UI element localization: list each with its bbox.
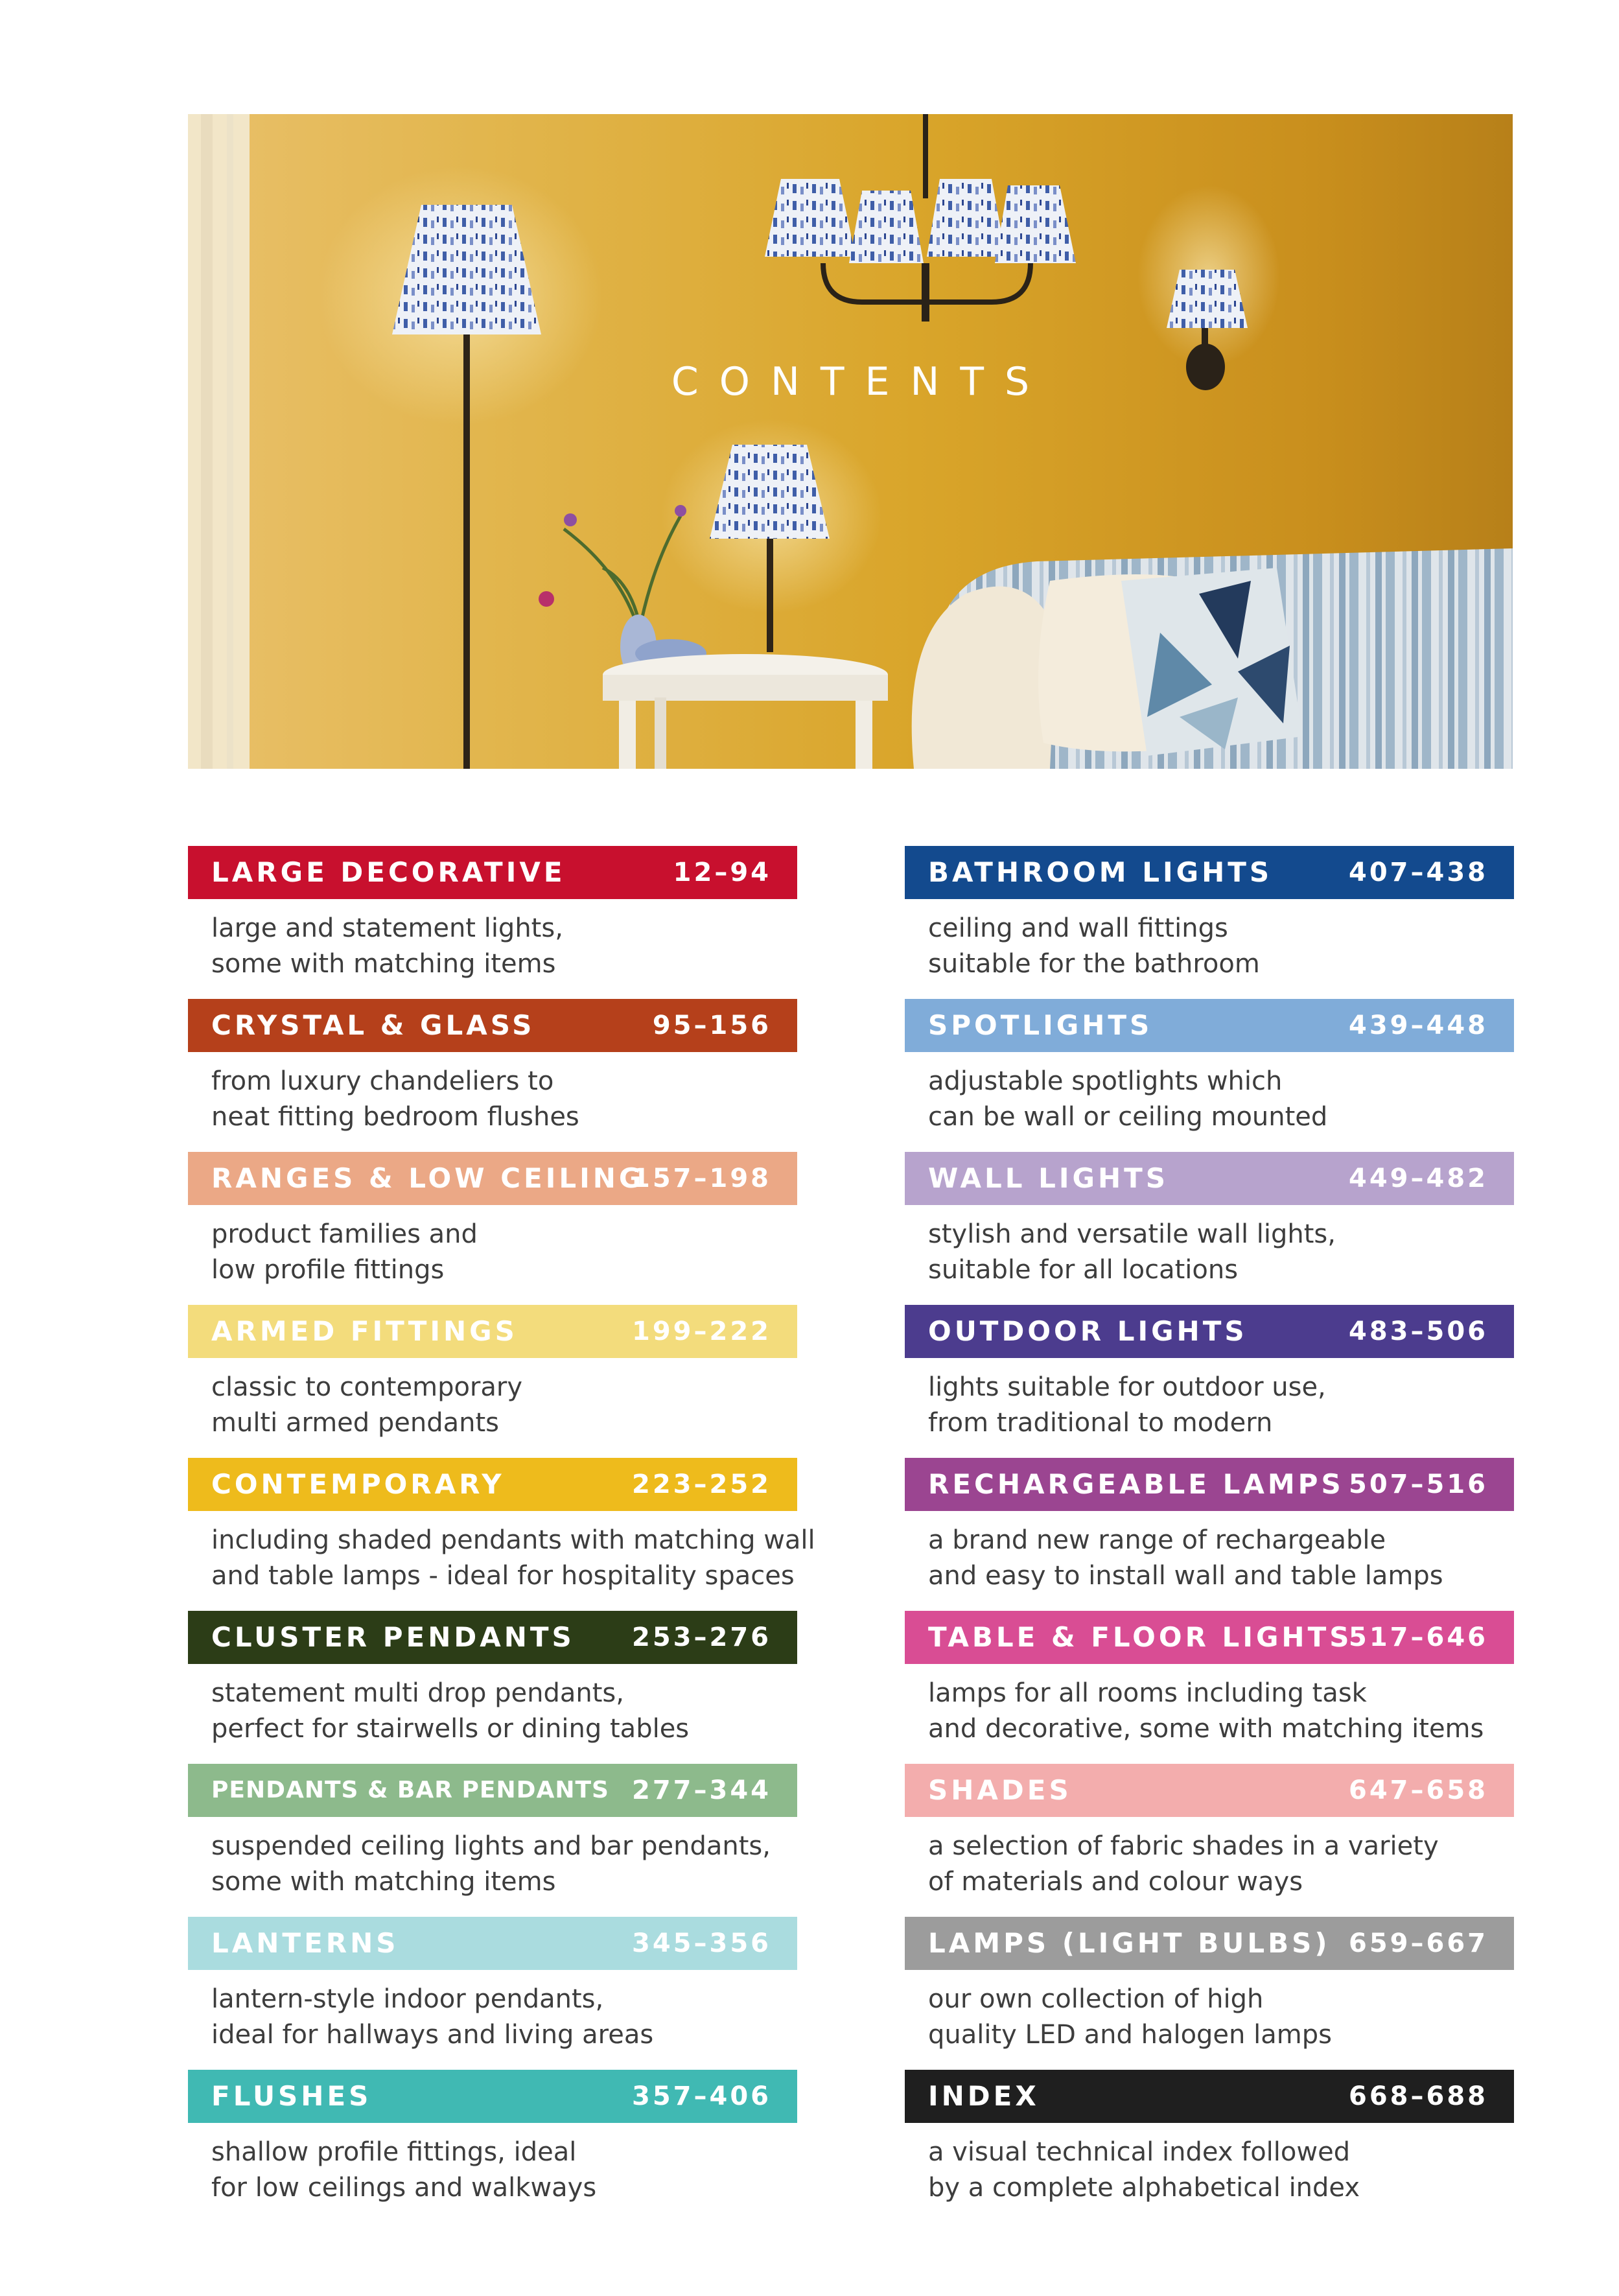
description-line: a selection of fabric shades in a variety bbox=[928, 1831, 1439, 1861]
section-header-bar[interactable] bbox=[905, 1764, 1514, 1817]
contents-entry[interactable] bbox=[905, 1152, 1514, 1305]
page-range: 668–688 bbox=[1349, 2081, 1488, 2111]
section-description bbox=[188, 1370, 797, 1441]
contents-entry[interactable] bbox=[905, 1611, 1514, 1764]
section-header-bar[interactable] bbox=[905, 2070, 1514, 2123]
description-line: of materials and colour ways bbox=[928, 1867, 1303, 1897]
section-header-bar[interactable] bbox=[188, 2070, 797, 2123]
contents-entry[interactable] bbox=[188, 1764, 797, 1917]
section-title: INDEX bbox=[928, 2080, 1040, 2112]
section-description bbox=[188, 1982, 797, 2053]
contents-entry[interactable] bbox=[905, 1917, 1514, 2070]
description-line: some with matching items bbox=[211, 1867, 556, 1897]
contents-entry[interactable] bbox=[905, 1305, 1514, 1458]
description-line: from traditional to modern bbox=[928, 1408, 1273, 1438]
contents-entry[interactable] bbox=[188, 1305, 797, 1458]
description-line: lantern-style indoor pendants, bbox=[211, 1984, 604, 2014]
description-line: and decorative, some with matching items bbox=[928, 1714, 1484, 1744]
contents-entry[interactable] bbox=[188, 2070, 797, 2223]
description-line: shallow profile fittings, ideal bbox=[211, 2137, 577, 2167]
contents-entry[interactable] bbox=[905, 1458, 1514, 1611]
section-header-bar[interactable] bbox=[188, 1917, 797, 1970]
section-title: SPOTLIGHTS bbox=[928, 1009, 1153, 1041]
page-range: 223–252 bbox=[632, 1470, 771, 1499]
section-description bbox=[188, 1829, 797, 1900]
contents-entry[interactable] bbox=[188, 1152, 797, 1305]
section-description bbox=[188, 1523, 815, 1594]
section-title: LANTERNS bbox=[211, 1927, 399, 1959]
contents-entry[interactable] bbox=[905, 999, 1514, 1152]
section-header-bar[interactable] bbox=[188, 846, 797, 899]
description-line: neat fitting bedroom flushes bbox=[211, 1102, 579, 1132]
description-line: ceiling and wall fittings bbox=[928, 913, 1228, 943]
section-header-bar[interactable] bbox=[905, 1917, 1514, 1970]
page-range: 507–516 bbox=[1349, 1470, 1488, 1499]
section-title: FLUSHES bbox=[211, 2080, 372, 2112]
description-line: and table lamps - ideal for hospitality spaces bbox=[211, 1561, 795, 1591]
description-line: and easy to install wall and table lamps bbox=[928, 1561, 1443, 1591]
page-range: 439–448 bbox=[1349, 1011, 1488, 1040]
page-range: 199–222 bbox=[632, 1317, 771, 1346]
section-description bbox=[905, 1370, 1514, 1441]
section-header-bar[interactable] bbox=[905, 1611, 1514, 1664]
section-description bbox=[905, 911, 1514, 982]
page-range: 12–94 bbox=[673, 858, 771, 887]
section-title: OUTDOOR LIGHTS bbox=[928, 1315, 1248, 1347]
description-line: suitable for the bathroom bbox=[928, 949, 1260, 979]
description-line: can be wall or ceiling mounted bbox=[928, 1102, 1328, 1132]
section-header-bar[interactable] bbox=[905, 999, 1514, 1052]
page-range: 517–646 bbox=[1349, 1622, 1488, 1652]
description-line: product families and bbox=[211, 1219, 478, 1249]
section-description bbox=[905, 1064, 1514, 1135]
section-header-bar[interactable] bbox=[188, 1458, 797, 1511]
section-header-bar[interactable] bbox=[905, 846, 1514, 899]
section-header-bar[interactable] bbox=[188, 1611, 797, 1664]
description-line: suspended ceiling lights and bar pendants, bbox=[211, 1831, 771, 1861]
contents-left-column bbox=[188, 846, 815, 2223]
hero-illustration bbox=[188, 114, 1513, 769]
page-range: 95–156 bbox=[652, 1011, 771, 1040]
contents-entry[interactable] bbox=[188, 1917, 797, 2070]
hero-image bbox=[188, 114, 1513, 769]
section-title: RECHARGEABLE LAMPS bbox=[928, 1468, 1344, 1500]
description-line: stylish and versatile wall lights, bbox=[928, 1219, 1336, 1249]
description-line: lamps for all rooms including task bbox=[928, 1678, 1367, 1708]
description-line: multi armed pendants bbox=[211, 1408, 500, 1438]
description-line: ideal for hallways and living areas bbox=[211, 2020, 654, 2050]
section-header-bar[interactable] bbox=[905, 1305, 1514, 1358]
page-range: 483–506 bbox=[1349, 1317, 1488, 1346]
contents-entry[interactable] bbox=[905, 846, 1514, 999]
description-line: by a complete alphabetical index bbox=[928, 2173, 1360, 2203]
section-header-bar[interactable] bbox=[188, 999, 797, 1052]
description-line: from luxury chandeliers to bbox=[211, 1066, 554, 1096]
contents-entry[interactable] bbox=[188, 1458, 815, 1611]
page-range: 647–658 bbox=[1349, 1775, 1488, 1805]
section-description bbox=[905, 2135, 1514, 2206]
description-line: suitable for all locations bbox=[928, 1255, 1239, 1285]
description-line: quality LED and halogen lamps bbox=[928, 2020, 1332, 2050]
page-range: 253–276 bbox=[632, 1622, 771, 1652]
section-description bbox=[188, 1676, 797, 1747]
contents-entry[interactable] bbox=[188, 846, 797, 999]
section-title: CLUSTER PENDANTS bbox=[211, 1621, 575, 1653]
page-range: 449–482 bbox=[1349, 1164, 1488, 1193]
section-title: BATHROOM LIGHTS bbox=[928, 856, 1273, 888]
contents-entry[interactable] bbox=[905, 1764, 1514, 1917]
description-line: lights suitable for outdoor use, bbox=[928, 1372, 1326, 1402]
contents-entry[interactable] bbox=[905, 2070, 1514, 2223]
section-title: PENDANTS & BAR PENDANTS bbox=[211, 1777, 609, 1803]
page-title: CONTENTS bbox=[671, 359, 1051, 404]
contents-entry[interactable] bbox=[188, 1611, 797, 1764]
contents-right-column bbox=[905, 846, 1514, 2223]
page-range: 659–667 bbox=[1349, 1928, 1488, 1958]
section-title: ARMED FITTINGS bbox=[211, 1315, 518, 1347]
section-description bbox=[188, 1064, 797, 1135]
section-description bbox=[188, 1217, 797, 1288]
section-title: CONTEMPORARY bbox=[211, 1468, 505, 1500]
section-title: LARGE DECORATIVE bbox=[211, 856, 566, 888]
section-header-bar[interactable] bbox=[905, 1152, 1514, 1205]
page-range: 345–356 bbox=[632, 1928, 771, 1958]
section-title: CRYSTAL & GLASS bbox=[211, 1009, 535, 1041]
section-description bbox=[905, 1676, 1514, 1747]
section-description bbox=[905, 1829, 1514, 1900]
description-line: low profile fittings bbox=[211, 1255, 445, 1285]
section-title: LAMPS (LIGHT BULBS) bbox=[928, 1927, 1331, 1959]
section-header-bar[interactable] bbox=[188, 1305, 797, 1358]
section-description bbox=[905, 1982, 1514, 2053]
section-description bbox=[905, 1217, 1514, 1288]
description-line: classic to contemporary bbox=[211, 1372, 522, 1402]
section-header-bar[interactable] bbox=[188, 1764, 797, 1817]
page-range: 407–438 bbox=[1349, 858, 1488, 887]
description-line: adjustable spotlights which bbox=[928, 1066, 1283, 1096]
section-header-bar[interactable] bbox=[905, 1458, 1514, 1511]
section-title: WALL LIGHTS bbox=[928, 1162, 1169, 1194]
page-range: 157–198 bbox=[632, 1164, 771, 1193]
description-line: a brand new range of rechargeable bbox=[928, 1525, 1386, 1555]
description-line: some with matching items bbox=[211, 949, 556, 979]
contents-entry[interactable] bbox=[188, 999, 797, 1152]
description-line: including shaded pendants with matching wall bbox=[211, 1525, 815, 1555]
description-line: perfect for stairwells or dining tables bbox=[211, 1714, 690, 1744]
page-range: 277–344 bbox=[632, 1775, 771, 1805]
section-title: SHADES bbox=[928, 1774, 1072, 1806]
section-description bbox=[905, 1523, 1514, 1594]
description-line: large and statement lights, bbox=[211, 913, 563, 943]
description-line: a visual technical index followed bbox=[928, 2137, 1351, 2167]
section-description bbox=[188, 2135, 797, 2206]
section-title: RANGES & LOW CEILING bbox=[211, 1162, 645, 1194]
description-line: our own collection of high bbox=[928, 1984, 1264, 2014]
description-line: statement multi drop pendants, bbox=[211, 1678, 624, 1708]
page-range: 357–406 bbox=[632, 2081, 771, 2111]
section-header-bar[interactable] bbox=[188, 1152, 797, 1205]
description-line: for low ceilings and walkways bbox=[211, 2173, 597, 2203]
section-title: TABLE & FLOOR LIGHTS bbox=[928, 1621, 1353, 1653]
section-description bbox=[188, 911, 797, 982]
